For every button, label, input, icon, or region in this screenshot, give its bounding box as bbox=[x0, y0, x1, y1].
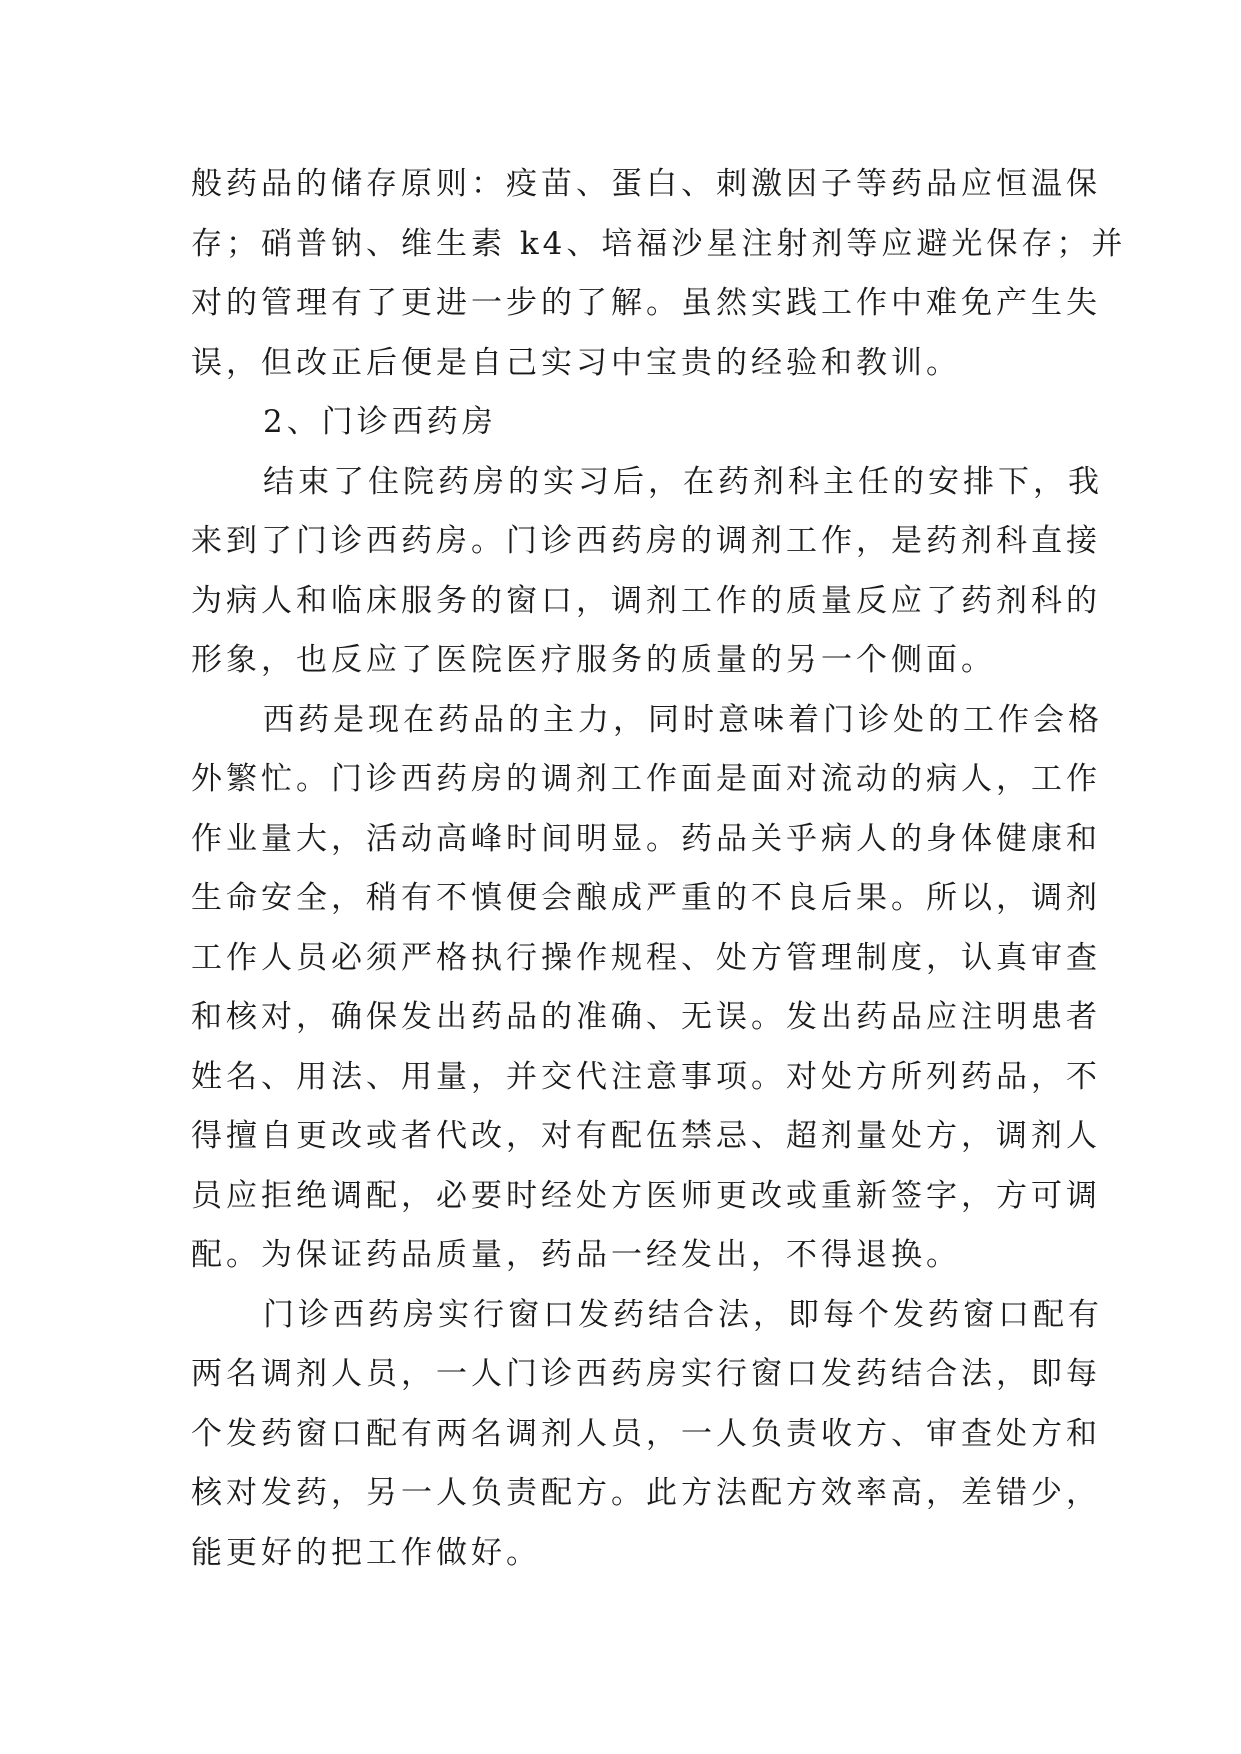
text-line: 存；硝普钠、维生素 k4、培福沙星注射剂等应避光保存；并 bbox=[191, 225, 1127, 262]
text-line: 配。为保证药品质量，药品一经发出，不得退换。 bbox=[191, 1237, 961, 1273]
body-text bbox=[191, 155, 1127, 1583]
text-line: 两名调剂人员，一人门诊西药房实行窗口发药结合法，即每 bbox=[191, 1356, 1101, 1392]
text-line: 和核对，确保发出药品的准确、无误。发出药品应注明患者 bbox=[191, 999, 1101, 1035]
text-line: 员应拒绝调配，必要时经处方医师更改或重新签字，方可调 bbox=[191, 1177, 1101, 1214]
text-line: 核对发药，另一人负责配方。此方法配方效率高，差错少， bbox=[191, 1475, 1101, 1511]
text-line: 得擅自更改或者代改，对有配伍禁忌、超剂量处方，调剂人 bbox=[191, 1118, 1101, 1154]
text-line: 西药是现在药品的主力，同时意味着门诊处的工作会格 bbox=[263, 701, 1103, 738]
text-line: 姓名、用法、用量，并交代注意事项。对处方所列药品，不 bbox=[191, 1058, 1101, 1095]
text-line: 工作人员必须严格执行操作规程、处方管理制度，认真审查 bbox=[191, 939, 1101, 976]
text-line: 般药品的储存原则：疫苗、蛋白、刺激因子等药品应恒温保 bbox=[191, 166, 1101, 202]
text-line: 个发药窗口配有两名调剂人员，一人负责收方、审查处方和 bbox=[191, 1415, 1101, 1452]
text-line: 形象，也反应了医院医疗服务的质量的另一个侧面。 bbox=[191, 642, 996, 678]
text-line: 误，但改正后便是自己实习中宝贵的经验和教训。 bbox=[191, 344, 961, 381]
text-line: 门诊西药房实行窗口发药结合法，即每个发药窗口配有 bbox=[263, 1296, 1103, 1333]
text-line: 能更好的把工作做好。 bbox=[191, 1534, 541, 1571]
text-line: 对的管理有了更进一步的了解。虽然实践工作中难免产生失 bbox=[191, 285, 1101, 321]
section-heading: 2、门诊西药房 bbox=[263, 404, 497, 440]
text-line: 外繁忙。门诊西药房的调剂工作面是面对流动的病人，工作 bbox=[191, 761, 1101, 797]
text-line: 结束了住院药房的实习后，在药剂科主任的安排下，我 bbox=[263, 463, 1103, 500]
text-line: 作业量大，活动高峰时间明显。药品关乎病人的身体健康和 bbox=[191, 820, 1101, 857]
text-line: 为病人和临床服务的窗口，调剂工作的质量反应了药剂科的 bbox=[191, 582, 1101, 619]
text-line: 来到了门诊西药房。门诊西药房的调剂工作，是药剂科直接 bbox=[191, 523, 1101, 559]
text-line: 生命安全，稍有不慎便会酿成严重的不良后果。所以，调剂 bbox=[191, 880, 1101, 916]
